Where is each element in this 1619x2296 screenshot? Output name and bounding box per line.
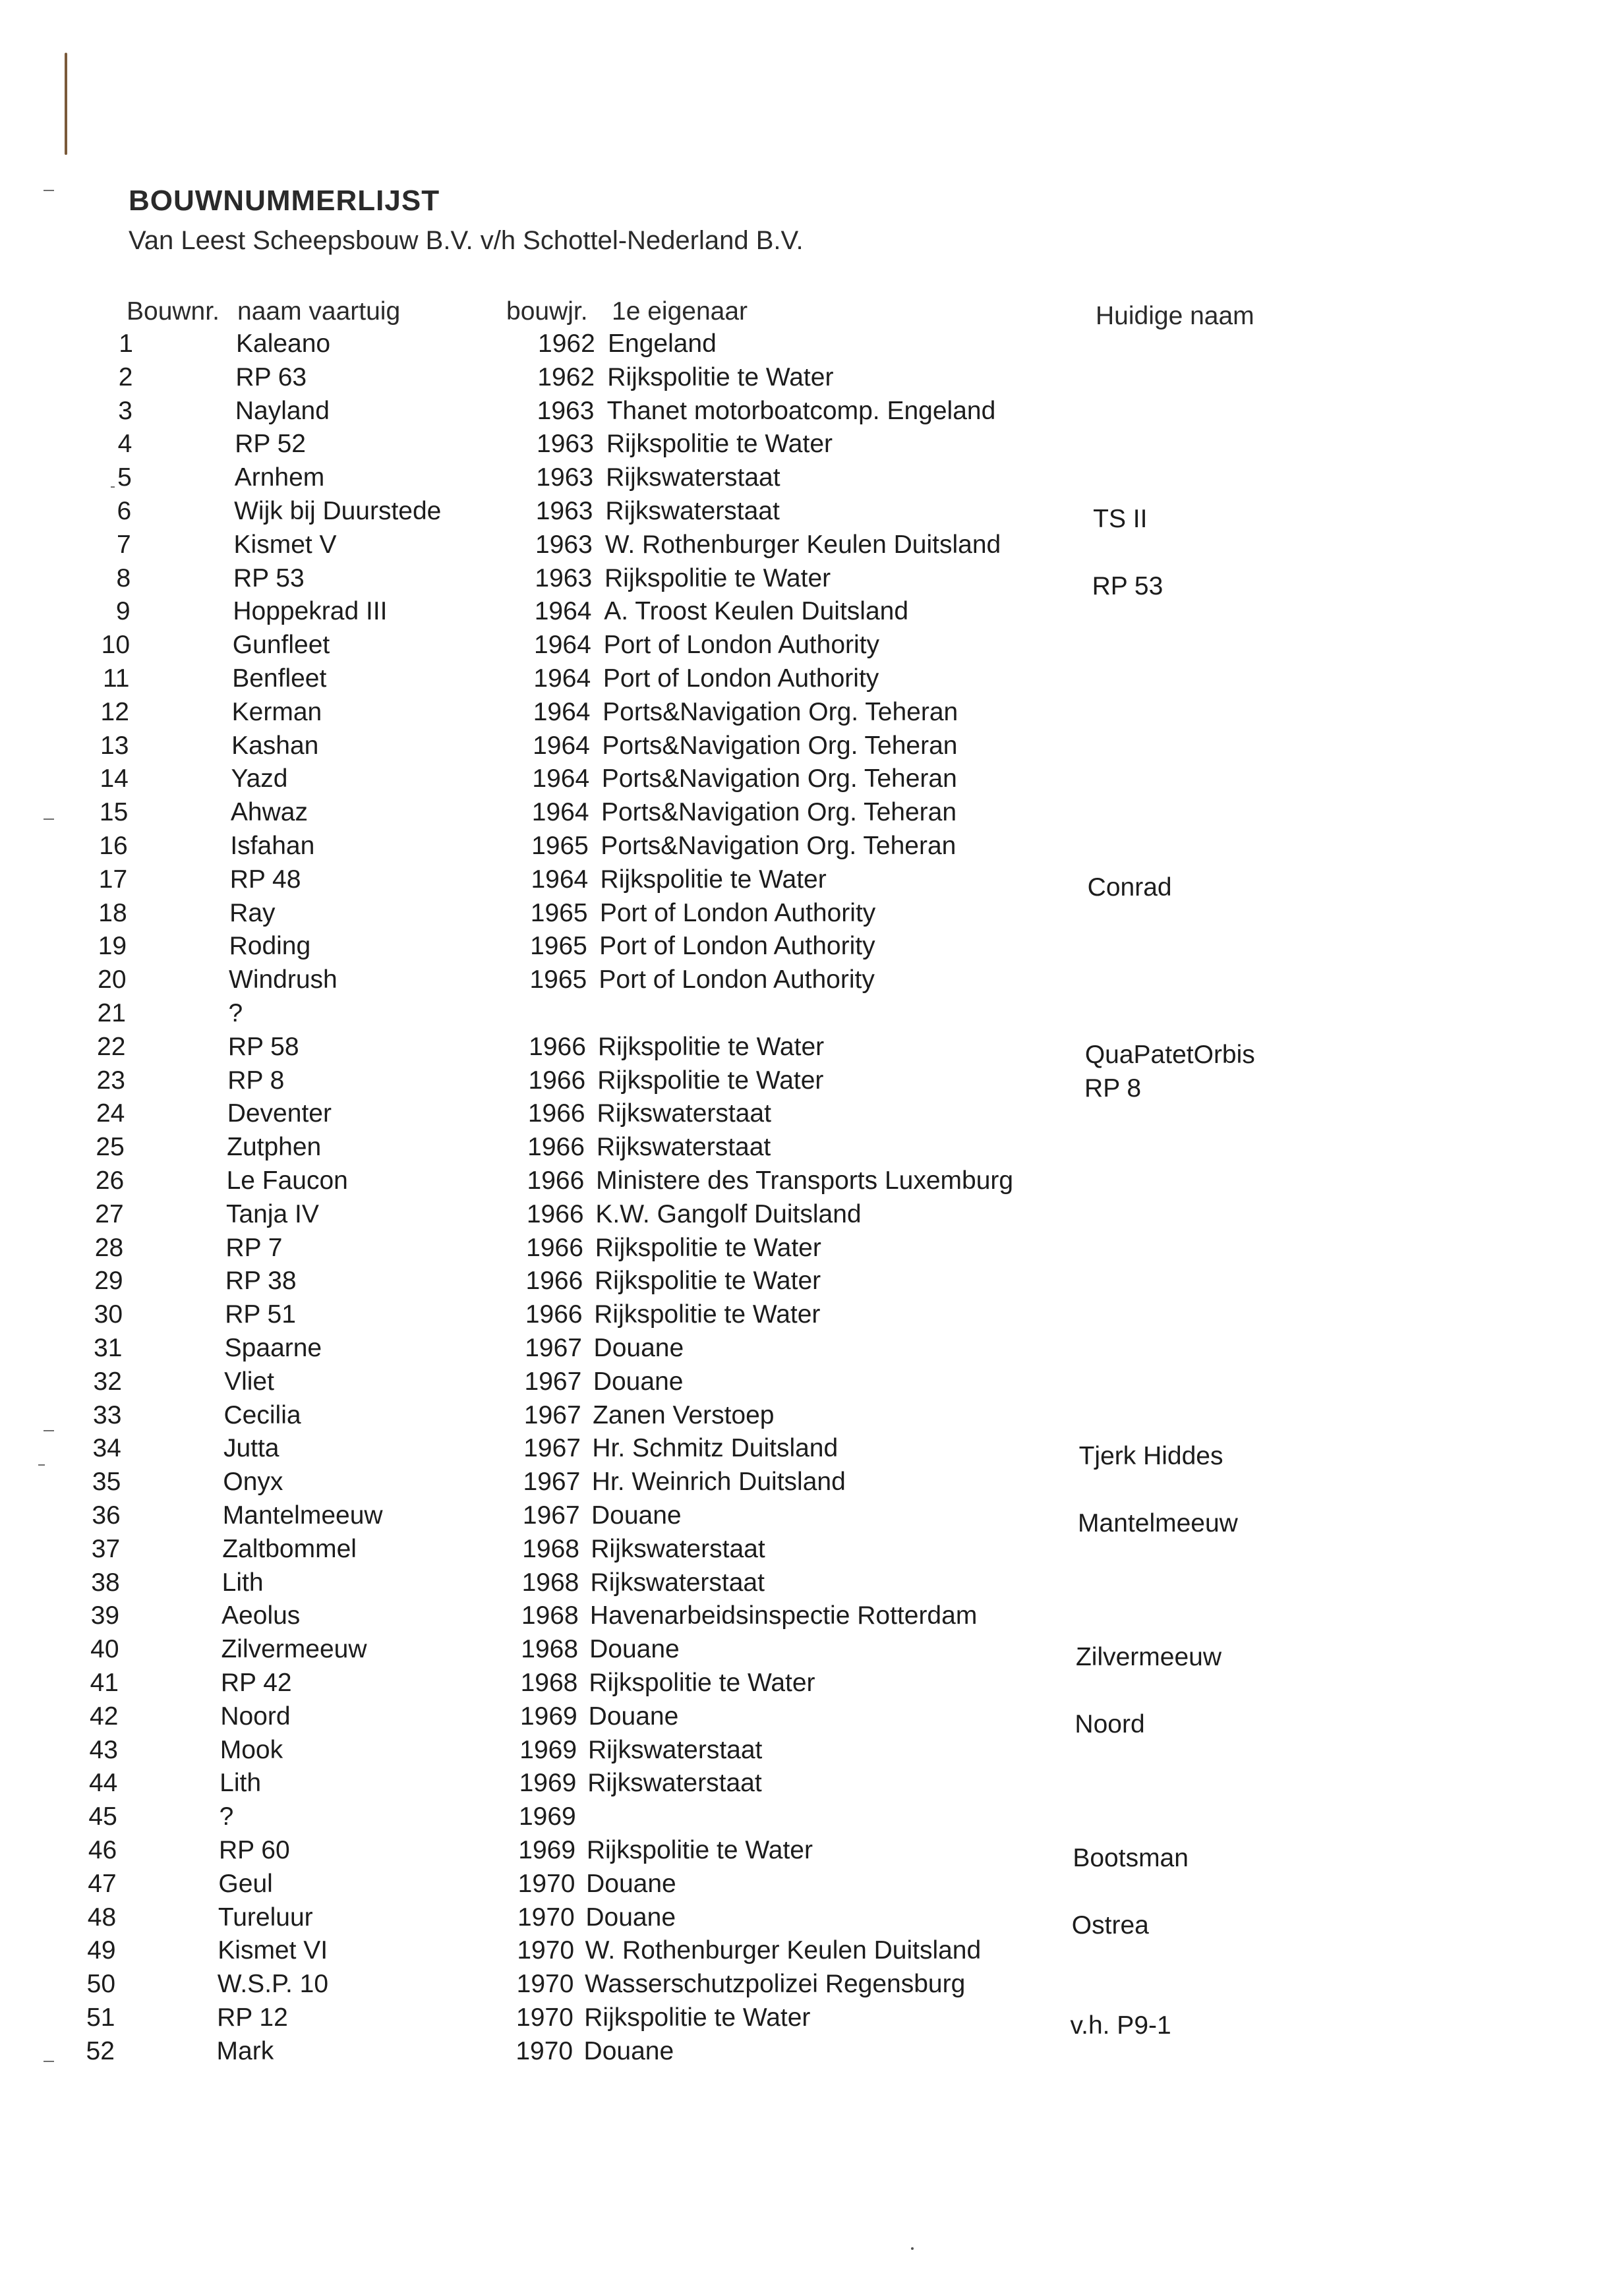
cell-bouwnr: 30 — [94, 1300, 123, 1329]
cell-naam-vaartuig: Deventer — [227, 1099, 332, 1128]
cell-eerste-eigenaar: Port of London Authority — [599, 932, 875, 961]
cell-eerste-eigenaar: Rijkspolitie te Water — [597, 1032, 825, 1061]
cell-huidige-naam: QuaPatetOrbis — [1084, 1040, 1255, 1069]
table-row — [0, 762, 1619, 795]
table-row — [0, 897, 1619, 930]
cell-bouwjaar: 1969 — [519, 1735, 577, 1764]
table-row — [0, 796, 1619, 829]
cell-eerste-eigenaar: Wasserschutzpolizei Regensburg — [584, 1970, 966, 1999]
header-huidige-naam: Huidige naam — [1096, 302, 1254, 330]
table-row — [0, 328, 1619, 360]
table-row — [0, 361, 1619, 394]
table-row — [0, 562, 1619, 600]
table-row — [0, 863, 1619, 902]
table-row — [0, 1432, 1619, 1471]
cell-eerste-eigenaar: Rijkswaterstaat — [597, 1099, 771, 1128]
cell-bouwnr: 15 — [99, 798, 129, 827]
cell-naam-vaartuig: Lith — [221, 1568, 264, 1597]
cell-bouwjaar: 1965 — [530, 898, 588, 927]
cell-bouwjaar: 1966 — [526, 1199, 584, 1228]
cell-naam-vaartuig: Lith — [220, 1769, 262, 1798]
cell-bouwnr: 27 — [95, 1199, 124, 1228]
cell-naam-vaartuig: Spaarne — [224, 1334, 322, 1362]
cell-bouwnr: 46 — [88, 1836, 117, 1864]
cell-naam-vaartuig: Kashan — [231, 731, 319, 760]
cell-bouwjaar: 1966 — [525, 1267, 583, 1296]
table-row — [0, 963, 1619, 996]
table-row — [0, 1901, 1619, 1939]
cell-bouwjaar: 1965 — [531, 832, 589, 860]
table-row — [0, 1164, 1619, 1197]
cell-huidige-naam: TS II — [1093, 505, 1148, 533]
cell-bouwjaar: 1966 — [527, 1133, 585, 1162]
table-row — [0, 1466, 1619, 1499]
cell-bouwjaar: 1969 — [518, 1802, 576, 1831]
cell-bouwnr: 11 — [103, 664, 130, 693]
cell-bouwjaar: 1970 — [517, 1869, 575, 1898]
table-row — [0, 1566, 1619, 1599]
cell-naam-vaartuig: Aeolus — [221, 1601, 301, 1630]
cell-naam-vaartuig: RP 52 — [235, 430, 306, 459]
table-row — [0, 1968, 1619, 2001]
table-row — [0, 1633, 1619, 1672]
cell-naam-vaartuig: RP 48 — [229, 865, 301, 894]
cell-eerste-eigenaar: Rijkspolitie te Water — [600, 865, 827, 894]
table-row — [0, 428, 1619, 461]
cell-bouwnr: 19 — [98, 932, 127, 961]
cell-naam-vaartuig: Yazd — [231, 764, 288, 793]
cell-eerste-eigenaar: Port of London Authority — [599, 898, 876, 927]
cell-eerste-eigenaar: Rijkspolitie te Water — [604, 563, 831, 592]
document-subtitle: Van Leest Scheepsbouw B.V. v/h Schottel-Nederland B.V. — [129, 226, 804, 255]
cell-bouwjaar: 1963 — [537, 396, 595, 425]
cell-naam-vaartuig: Ahwaz — [230, 798, 308, 827]
table-row — [0, 595, 1619, 628]
cell-bouwjaar: 1968 — [521, 1568, 579, 1597]
cell-eerste-eigenaar: Ports&Navigation Org. Teheran — [603, 697, 958, 726]
cell-bouwjaar: 1968 — [521, 1635, 579, 1664]
cell-bouwjaar: 1965 — [530, 932, 587, 961]
cell-eerste-eigenaar: Ports&Navigation Org. Teheran — [602, 731, 958, 760]
cell-bouwjaar: 1967 — [525, 1334, 582, 1362]
cell-bouwjaar: 1964 — [534, 631, 591, 660]
cell-naam-vaartuig: Onyx — [223, 1468, 283, 1497]
cell-bouwjaar: 1967 — [522, 1501, 580, 1530]
cell-bouwjaar: 1969 — [519, 1702, 577, 1731]
table-row — [0, 395, 1619, 428]
cell-naam-vaartuig: Gunfleet — [232, 631, 330, 660]
cell-naam-vaartuig: Hoppekrad III — [233, 597, 388, 626]
table-row — [0, 1265, 1619, 1298]
cell-bouwjaar: 1970 — [515, 2036, 574, 2065]
cell-bouwnr: 12 — [100, 697, 129, 726]
cell-bouwnr: 4 — [117, 430, 132, 459]
table-row — [0, 1767, 1619, 1800]
table-row — [0, 1064, 1619, 1103]
cell-eerste-eigenaar: Ports&Navigation Org. Teheran — [601, 764, 957, 793]
cell-bouwjaar: 1970 — [516, 1970, 574, 1999]
cell-naam-vaartuig: ? — [228, 999, 243, 1027]
table-row — [0, 1934, 1619, 1967]
table-row — [0, 1868, 1619, 1901]
cell-eerste-eigenaar: Port of London Authority — [603, 664, 879, 693]
cell-bouwjaar: 1966 — [528, 1066, 586, 1095]
cell-eerste-eigenaar: W. Rothenburger Keulen Duitsland — [604, 530, 1001, 559]
cell-bouwjaar: 1970 — [516, 2003, 574, 2032]
cell-huidige-naam: Mantelmeeuw — [1078, 1509, 1238, 1537]
table-row — [0, 461, 1619, 494]
cell-bouwnr: 43 — [89, 1735, 118, 1764]
cell-naam-vaartuig: RP 58 — [227, 1032, 299, 1061]
cell-eerste-eigenaar: Engeland — [608, 330, 717, 358]
cell-bouwnr: 17 — [98, 865, 128, 894]
cell-bouwnr: 31 — [94, 1334, 123, 1362]
cell-bouwnr: 49 — [87, 1936, 116, 1965]
cell-bouwnr: 48 — [87, 1903, 117, 1932]
cell-bouwjaar: 1965 — [529, 965, 587, 994]
cell-naam-vaartuig: Kismet V — [233, 530, 337, 559]
cell-bouwjaar: 1970 — [517, 1936, 575, 1965]
cell-eerste-eigenaar: Ports&Navigation Org. Teheran — [601, 798, 957, 827]
cell-naam-vaartuig: Windrush — [229, 965, 338, 994]
cell-bouwjaar: 1968 — [522, 1534, 579, 1563]
table-row — [0, 1734, 1619, 1767]
table-row — [0, 1232, 1619, 1265]
cell-bouwjaar: 1964 — [534, 597, 592, 626]
table-row — [0, 529, 1619, 561]
cell-naam-vaartuig: Noord — [220, 1702, 291, 1731]
cell-bouwnr: 22 — [97, 1032, 126, 1061]
cell-bouwnr: 13 — [100, 731, 129, 760]
cell-naam-vaartuig: Wijk bij Duurstede — [234, 497, 442, 525]
cell-eerste-eigenaar: Douane — [591, 1501, 682, 1530]
cell-bouwnr: 9 — [115, 597, 131, 626]
table-row — [0, 696, 1619, 729]
table-row — [0, 1365, 1619, 1398]
cell-huidige-naam: Bootsman — [1073, 1844, 1189, 1872]
cell-naam-vaartuig: W.S.P. 10 — [217, 1970, 329, 1999]
cell-eerste-eigenaar: Rijkswaterstaat — [590, 1568, 765, 1597]
cell-bouwjaar: 1963 — [535, 530, 593, 559]
cell-naam-vaartuig: RP 60 — [219, 1836, 290, 1864]
margin-tick — [44, 190, 54, 191]
cell-eerste-eigenaar: Rijkspolitie te Water — [595, 1233, 821, 1262]
cell-bouwnr: 29 — [94, 1267, 123, 1296]
document-title: BOUWNUMMERLIJST — [129, 185, 440, 217]
table-row — [0, 1667, 1619, 1700]
cell-naam-vaartuig: RP 7 — [225, 1233, 283, 1262]
table-row — [0, 997, 1619, 1030]
cell-bouwjaar: 1963 — [535, 563, 593, 592]
header-eerste-eigenaar: 1e eigenaar — [612, 297, 748, 326]
cell-huidige-naam: Zilvermeeuw — [1075, 1643, 1222, 1672]
cell-eerste-eigenaar: Port of London Authority — [603, 631, 880, 660]
cell-bouwjaar: 1964 — [531, 865, 589, 894]
cell-huidige-naam: RP 8 — [1084, 1074, 1142, 1103]
cell-huidige-naam: Conrad — [1087, 873, 1172, 902]
cell-huidige-naam: Ostrea — [1071, 1910, 1149, 1939]
cell-naam-vaartuig: RP 42 — [220, 1669, 292, 1697]
cell-eerste-eigenaar: Douane — [589, 1635, 680, 1664]
cell-eerste-eigenaar: Rijkspolitie te Water — [606, 430, 833, 459]
table-row — [0, 1097, 1619, 1130]
cell-bouwjaar: 1966 — [529, 1032, 586, 1061]
cell-naam-vaartuig: Tanja IV — [225, 1199, 319, 1228]
cell-bouwnr: 8 — [116, 563, 131, 592]
cell-bouwnr: 33 — [93, 1400, 122, 1429]
table-row — [0, 1332, 1619, 1365]
cell-eerste-eigenaar: Ports&Navigation Org. Teheran — [601, 832, 957, 860]
header-bouwnr: Bouwnr. — [127, 297, 220, 326]
cell-eerste-eigenaar: Rijkspolitie te Water — [584, 2003, 811, 2032]
cell-bouwnr: 37 — [91, 1534, 121, 1563]
cell-bouwnr: 14 — [100, 764, 129, 793]
cell-naam-vaartuig: Le Faucon — [226, 1166, 348, 1195]
cell-bouwnr: 25 — [96, 1133, 125, 1162]
cell-naam-vaartuig: Isfahan — [230, 832, 315, 860]
cell-bouwjaar: 1964 — [533, 697, 591, 726]
cell-bouwnr: 51 — [86, 2003, 115, 2032]
table-row — [0, 730, 1619, 762]
table-row — [0, 1399, 1619, 1432]
cell-naam-vaartuig: Vliet — [224, 1367, 274, 1396]
table-row — [0, 1298, 1619, 1331]
cell-bouwjaar: 1963 — [537, 430, 594, 459]
cell-eerste-eigenaar: Ministere des Transports Luxemburg — [596, 1166, 1014, 1195]
table-row — [0, 1533, 1619, 1566]
cell-eerste-eigenaar: Hr. Weinrich Duitsland — [591, 1468, 846, 1497]
cell-bouwnr: 6 — [117, 497, 132, 525]
cell-eerste-eigenaar: Rijkspolitie te Water — [594, 1267, 821, 1296]
cell-bouwnr: 40 — [90, 1635, 119, 1664]
scan-speck — [911, 2247, 914, 2250]
cell-bouwnr: 28 — [94, 1233, 124, 1262]
cell-eerste-eigenaar: W. Rothenburger Keulen Duitsland — [585, 1936, 982, 1965]
cell-eerste-eigenaar: Douane — [585, 1903, 676, 1932]
cell-bouwjaar: 1966 — [526, 1233, 583, 1262]
cell-bouwnr: 35 — [92, 1468, 121, 1497]
cell-bouwnr: 36 — [92, 1501, 121, 1530]
cell-bouwjaar: 1967 — [523, 1400, 581, 1429]
cell-naam-vaartuig: RP 38 — [225, 1267, 297, 1296]
cell-naam-vaartuig: RP 63 — [235, 362, 307, 391]
cell-eerste-eigenaar: A. Troost Keulen Duitsland — [604, 597, 909, 626]
cell-bouwnr: 44 — [88, 1769, 118, 1798]
table-row — [0, 830, 1619, 863]
table-row — [0, 930, 1619, 963]
cell-bouwjaar: 1964 — [531, 798, 589, 827]
cell-bouwjaar: 1963 — [535, 497, 593, 525]
cell-naam-vaartuig: RP 12 — [217, 2003, 288, 2032]
cell-bouwnr: 24 — [96, 1099, 125, 1128]
cell-eerste-eigenaar: Rijkspolitie te Water — [594, 1300, 821, 1329]
cell-eerste-eigenaar: Rijkspolitie te Water — [607, 362, 834, 391]
cell-naam-vaartuig: Kismet VI — [218, 1936, 328, 1965]
cell-bouwjaar: 1970 — [517, 1903, 575, 1932]
cell-naam-vaartuig: Zaltbommel — [222, 1534, 357, 1563]
cell-eerste-eigenaar: Douane — [586, 1869, 676, 1898]
cell-eerste-eigenaar: Zanen Verstoep — [593, 1400, 775, 1429]
table-row — [0, 1834, 1619, 1872]
table-row — [0, 1800, 1619, 1833]
cell-bouwjaar: 1969 — [518, 1836, 576, 1864]
cell-huidige-naam: Noord — [1074, 1709, 1145, 1738]
table-row — [0, 495, 1619, 533]
cell-bouwnr: 5 — [117, 463, 132, 492]
cell-eerste-eigenaar: Rijkswaterstaat — [587, 1735, 763, 1764]
cell-bouwnr: 47 — [88, 1869, 117, 1898]
cell-naam-vaartuig: Kerman — [231, 697, 322, 726]
cell-huidige-naam: Tjerk Hiddes — [1078, 1442, 1223, 1471]
cell-bouwjaar: 1966 — [527, 1099, 585, 1128]
cell-bouwjaar: 1964 — [533, 731, 590, 760]
cell-eerste-eigenaar: Thanet motorboatcomp. Engeland — [606, 396, 996, 425]
cell-huidige-naam: v.h. P9-1 — [1070, 2011, 1171, 2040]
margin-pen-mark — [65, 53, 67, 155]
cell-bouwnr: 20 — [98, 965, 127, 994]
cell-bouwjaar: 1962 — [538, 330, 595, 358]
cell-eerste-eigenaar: Havenarbeidsinspectie Rotterdam — [589, 1601, 978, 1630]
cell-eerste-eigenaar: Hr. Schmitz Duitsland — [592, 1434, 839, 1463]
cell-eerste-eigenaar: Rijkspolitie te Water — [589, 1669, 815, 1697]
cell-eerste-eigenaar: Douane — [588, 1702, 679, 1731]
cell-eerste-eigenaar: Rijkswaterstaat — [605, 497, 780, 525]
cell-bouwjaar: 1967 — [523, 1468, 581, 1497]
cell-bouwnr: 1 — [119, 330, 133, 358]
cell-bouwjaar: 1968 — [520, 1669, 578, 1697]
cell-bouwnr: 34 — [92, 1434, 121, 1463]
cell-bouwjaar: 1962 — [537, 362, 595, 391]
cell-naam-vaartuig: Roding — [229, 932, 311, 961]
table-row — [0, 1198, 1619, 1231]
cell-naam-vaartuig: Arnhem — [234, 463, 325, 492]
cell-bouwnr: 26 — [95, 1166, 125, 1195]
table-row — [0, 1599, 1619, 1632]
cell-huidige-naam: RP 53 — [1092, 571, 1163, 600]
cell-bouwnr: 52 — [86, 2036, 115, 2065]
cell-bouwjaar: 1964 — [532, 764, 590, 793]
cell-eerste-eigenaar: Douane — [593, 1367, 684, 1396]
table-row — [0, 2001, 1619, 2040]
cell-bouwjaar: 1969 — [519, 1769, 577, 1798]
cell-eerste-eigenaar: Rijkspolitie te Water — [586, 1836, 813, 1864]
cell-naam-vaartuig: Jutta — [223, 1434, 280, 1463]
cell-bouwnr: 32 — [93, 1367, 122, 1396]
cell-naam-vaartuig: RP 51 — [225, 1300, 296, 1329]
cell-naam-vaartuig: Zilvermeeuw — [221, 1635, 367, 1664]
header-bouwjaar: bouwjr. — [506, 297, 588, 326]
table-row — [0, 629, 1619, 662]
cell-naam-vaartuig: Zutphen — [227, 1133, 322, 1162]
cell-eerste-eigenaar: Rijkswaterstaat — [591, 1534, 765, 1563]
cell-bouwnr: 23 — [96, 1066, 125, 1095]
cell-naam-vaartuig: ? — [219, 1802, 234, 1831]
cell-naam-vaartuig: Mark — [216, 2036, 274, 2065]
cell-bouwjaar: 1967 — [523, 1434, 581, 1463]
cell-bouwnr: 39 — [90, 1601, 120, 1630]
cell-naam-vaartuig: Mook — [220, 1735, 283, 1764]
cell-naam-vaartuig: Geul — [218, 1869, 273, 1898]
table-row — [0, 1499, 1619, 1537]
cell-eerste-eigenaar: Rijkspolitie te Water — [597, 1066, 824, 1095]
cell-eerste-eigenaar: Rijkswaterstaat — [596, 1133, 771, 1162]
cell-naam-vaartuig: RP 8 — [227, 1066, 285, 1095]
cell-bouwnr: 45 — [88, 1802, 117, 1831]
cell-eerste-eigenaar: Port of London Authority — [599, 965, 875, 994]
cell-bouwjaar: 1968 — [521, 1601, 579, 1630]
cell-bouwjaar: 1963 — [536, 463, 594, 492]
cell-eerste-eigenaar: Rijkswaterstaat — [606, 463, 780, 492]
cell-bouwnr: 38 — [91, 1568, 120, 1597]
cell-bouwjaar: 1966 — [525, 1300, 583, 1329]
cell-naam-vaartuig: Benfleet — [232, 664, 327, 693]
cell-eerste-eigenaar: Rijkswaterstaat — [587, 1769, 762, 1798]
cell-bouwnr: 16 — [99, 832, 128, 860]
cell-bouwjaar: 1967 — [524, 1367, 582, 1396]
cell-naam-vaartuig: Mantelmeeuw — [222, 1501, 383, 1530]
table-row — [0, 662, 1619, 695]
cell-eerste-eigenaar: K.W. Gangolf Duitsland — [595, 1199, 862, 1228]
cell-bouwnr: 21 — [97, 999, 126, 1027]
cell-naam-vaartuig: Tureluur — [218, 1903, 313, 1932]
cell-naam-vaartuig: Nayland — [235, 396, 330, 425]
cell-naam-vaartuig: Ray — [229, 898, 276, 927]
cell-bouwnr: 3 — [118, 396, 132, 425]
cell-bouwnr: 50 — [86, 1970, 116, 1999]
cell-naam-vaartuig: Kaleano — [236, 330, 331, 358]
cell-bouwjaar: 1966 — [527, 1166, 585, 1195]
table-row — [0, 1700, 1619, 1738]
cell-bouwnr: 18 — [98, 898, 127, 927]
table-row — [0, 2035, 1619, 2068]
cell-eerste-eigenaar: Douane — [583, 2036, 674, 2065]
table-row — [0, 1031, 1619, 1069]
table-row — [0, 1131, 1619, 1164]
cell-naam-vaartuig: RP 53 — [233, 563, 305, 592]
cell-bouwnr: 2 — [118, 362, 133, 391]
cell-bouwnr: 7 — [116, 530, 131, 559]
cell-bouwjaar: 1964 — [533, 664, 591, 693]
cell-bouwnr: 42 — [90, 1702, 119, 1731]
cell-bouwnr: 41 — [90, 1669, 119, 1697]
header-naam-vaartuig: naam vaartuig — [237, 297, 401, 326]
cell-eerste-eigenaar: Douane — [593, 1334, 684, 1362]
cell-bouwnr: 10 — [101, 631, 131, 660]
cell-naam-vaartuig: Cecilia — [223, 1400, 301, 1429]
